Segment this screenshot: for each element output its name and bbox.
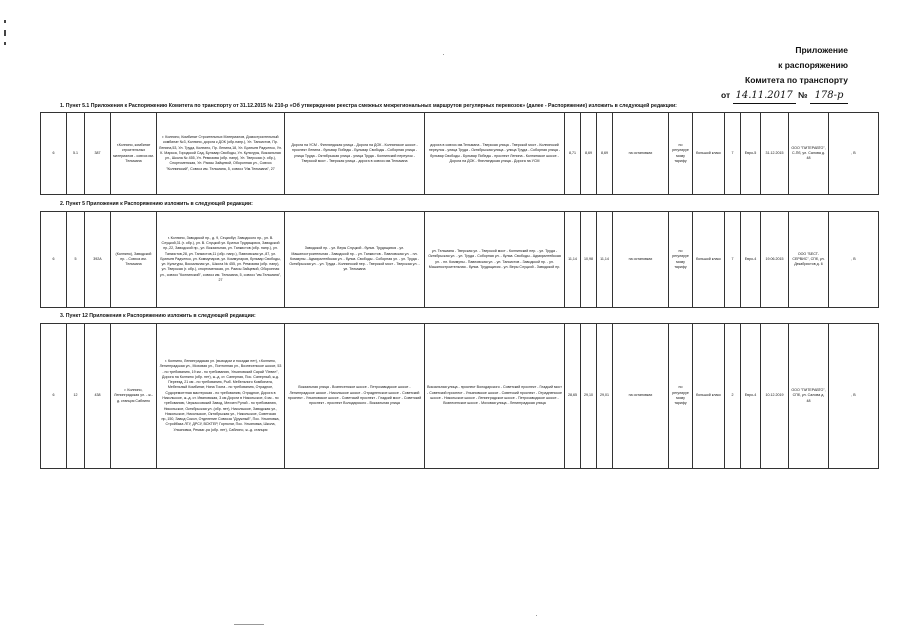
cell-tariff: по регулируемому тарифу <box>669 212 693 308</box>
cell-start-date: 10.12.2019 <box>761 324 789 469</box>
cell-length-forward: 8,71 <box>565 113 581 195</box>
cell-streets-forward: Дорога на УСМ - Финляндская улица - Дорога на ДОК - Колпинское шоссе - проспект Ленина - бульвар Победы - Бульвар Свободы - Соборная улица - улица Труда - Октябрьская улица - улица Труда - Колпинский переулок - Тверской мост - Тверская улица - дорога в совхоз им.Тельмана <box>285 113 425 195</box>
document-header <box>721 43 848 104</box>
cell-boarding-order: на остановках <box>613 212 669 308</box>
scan-speck <box>443 54 444 55</box>
cell-length-backward: 10,98 <box>581 212 597 308</box>
cell-streets-backward: дорога в совхоз им.Тельмана - Тверская улица - Тверской мост - Колпинский переулок - улица Труда - Октябрьская улица - улица Труда - Соборная улица - бульвар Свободы - Бульвар Победы - проспект Ленина - Колпинское шоссе - Дорога на ДОК - Финляндская улица - Дорога на УСМ <box>425 113 565 195</box>
cell-route-number: 438 <box>85 324 111 469</box>
cell-carrier: ООО "ПИТЕРАВТО", СПб, ул. Салова д. 48 <box>789 324 829 469</box>
cell-route-name: г.Колпино, комбинат строительных материалов - совхоз им. Тельмана <box>111 113 157 195</box>
cell-length-total: 11,14 <box>597 212 613 308</box>
header-appendix: Приложение <box>795 45 848 55</box>
cell-extra: , В <box>829 113 879 195</box>
cell-length-backward: 8,69 <box>581 113 597 195</box>
cell-streets-forward: Заводской пр. - ул. Веры Слуцкой - бульв. Трудящихся - ул. Машиностроительная - Заводской пр. - ул. Танкистов - Павловская ул. - пл. Коммуны - Адмиралтейская ул. - бульв. Свободы - Соборная ул. - ул. Труда - Октябрьская ул. - ул. Труда - Колпинский пер. - Тверской мост - Тверская ул. - ул. Тельмана <box>285 212 425 308</box>
cell-region-code: 6 <box>41 212 67 308</box>
scan-speck <box>234 624 264 625</box>
cell-length-total: 29,01 <box>597 324 613 469</box>
cell-index: 5.1 <box>67 113 85 195</box>
cell-vehicle-count: 7 <box>725 113 741 195</box>
cell-vehicle-class: большой класс <box>693 113 725 195</box>
cell-boarding-order: на остановках <box>613 113 669 195</box>
cell-length-forward: 11,14 <box>565 212 581 308</box>
cell-length-forward: 28,65 <box>565 324 581 469</box>
table-row <box>41 113 879 195</box>
handwritten-date: 14.11.2017 <box>733 88 796 104</box>
cell-tariff: по регулируемому тарифу <box>669 324 693 469</box>
section-3-table <box>40 323 879 469</box>
cell-eco-class: Евро-4 <box>741 324 761 469</box>
cell-stops: г. Колпино, Комбинат Строительных Материалов, Домостроительный комбинат №3, Колпино, дорога к ДОК (обр.напр.), Ул. Танкистов, Пр. Ленина,53, Ул. Труда, Колпино, Пр. Ленина,18, Ул. Братьев Радченко, Ул. К. Маркса, Городской Сад, Бульвар Свободы, Ул. Культуры, Вокзальная ул., Школа № 455, Ул. Ремизова (обр. напр), Ул. Тверская (г. обр.), Спортсменская, Ул. Раисы Зайцевой, Оборонная ул., Совхоз "Колпинский", Совхоз им. Тельмана, 5, совхоз "Им.Тельмана", 27 <box>157 113 285 195</box>
table-row <box>41 324 879 469</box>
header-date-line <box>721 88 848 104</box>
cell-streets-backward: Вокзальная улица - проспект Володарского - Советский проспект - Гладкий мост - Советский проспект - Ульяновское шоссе - Советский проспект - Отрадненское шоссе - Никольское шоссе - Ленинградское шоссе - Петрозаводское шоссе - Вознесенское шоссе - Моховая улица - Ленинградская улица <box>425 324 565 469</box>
section-1-title: 1. Пункт 5.1 Приложения к Распоряжению Комитета по транспорту от 31.12.2015 № 210-р «Об утверждении реестра смежных межрегиональных маршрутов регулярных перевозок» (далее - Распоряжение) изложить в следующей редакции: <box>60 103 677 109</box>
scan-edge-mark <box>4 30 6 36</box>
cell-vehicle-count: 7 <box>725 212 741 308</box>
cell-extra: , В <box>829 324 879 469</box>
cell-start-date: 31.12.2015 <box>761 113 789 195</box>
cell-length-backward: 29,10 <box>581 324 597 469</box>
cell-eco-class: Евро-4 <box>741 212 761 308</box>
handwritten-number: 178-р <box>810 88 848 104</box>
cell-vehicle-class: большой класс <box>693 212 725 308</box>
cell-region-code: 6 <box>41 113 67 195</box>
cell-stops: г. Колпино, Ленинградская ул. (выходом и посадки нет), г.Колпино, Ленинградская ул., Моховая ул., Понтонная ул., Вознесенское шоссе, 53 - по требованию, 19 км - по требованию, Ульяновский Сарай "Левел", Дорога на Колпино (обр. нет), ж.-д. ст. Саперная, Пос. Саперный, ж.д. Переезд, 21 км - по требованию, Рыб. Мебельного Комбината, Мебельный Комбинат, Нина Тосна - по требованию, Отрадное, Судоремонтная мастерская - по требованию, Отрадное, Дорога в Никольское, ж.-д. ст. Ивановская, 3 км Дороги в Никольское, 6 км - по требованию, Черкассовский Завод, Мехзен Рулсй - по требованию, Никольское, Октябрьская ул. (обр. нет), Никольское, Заводская ул., Никольское, Никольское, Октябрьская ул., Никольское, Советская пр.,150, Завод Сокол, Отделение Совхоза "Дружный", Пос. Ульяновка, Стройбаза ЛГУ, ДРСУ, ВОХТЕР, Горнолаг, Пос. Ульяновка, Школа, Ульяновка, Ремзаг-ра (обр. нет), Саблино, ж.-д. станция <box>157 324 285 469</box>
table-row <box>41 212 879 308</box>
cell-tariff: по регулируемому тарифу <box>669 113 693 195</box>
cell-region-code: 6 <box>41 324 67 469</box>
cell-carrier: ООО "БЕСТ-СЕРВИС", СПб, ул. Декабристов д. 6 <box>789 212 829 308</box>
cell-streets-backward: ул. Тельмана - Тверская ул. - Тверской мост - Колпинский пер. - ул. Труда - Октябрьская ул. - ул. Труда - Соборная ул. - бульв. Свободы - Адмиралтейская ул. - пл. Коммуны - Павловская ул. - ул. Танкистов - Заводской пр. - ул. Машиностроительная - бульв. Трудящихся - ул. Веры Слуцкой - Заводской пр. <box>425 212 565 308</box>
cell-index: 12 <box>67 324 85 469</box>
cell-extra: , В <box>829 212 879 308</box>
header-to-order: к распоряжению <box>778 60 848 70</box>
cell-index: 5 <box>67 212 85 308</box>
scan-edge-mark <box>4 20 6 23</box>
section-1-table <box>40 112 879 195</box>
cell-length-total: 8,69 <box>597 113 613 195</box>
number-label: № <box>798 90 808 100</box>
section-2-table <box>40 211 879 308</box>
cell-eco-class: Евро-5 <box>741 113 761 195</box>
section-2-title: 2. Пункт 5 Приложения к Распоряжению изложить в следующей редакции: <box>60 201 253 207</box>
cell-route-number: 392А <box>85 212 111 308</box>
section-3-title: 3. Пункт 12 Приложения к Распоряжению изложить в следующей редакции: <box>60 313 256 319</box>
cell-streets-forward: Вокзальная улица - Вознесенское шоссе - Петрозаводское шоссе - Ленинградское шоссе - Никольское шоссе - Отрадненское шоссе - Советский проспект - Ульяновское шоссе - Советский проспект - Гладкий мост - Советский проспект - проспект Володарского - Вокзальная улица <box>285 324 425 469</box>
cell-vehicle-class: большой класс <box>693 324 725 469</box>
header-committee: Комитета по транспорту <box>745 75 848 85</box>
scan-edge-mark <box>4 42 6 45</box>
scan-speck <box>536 615 537 616</box>
cell-route-number: 387 <box>85 113 111 195</box>
cell-route-name: г. Колпино, Ленинградская ул. - ж.-д. станция Саблино <box>111 324 157 469</box>
cell-carrier: ООО "ПИТЕРАВТО", С-Пб, ул. Салова д. 48 <box>789 113 829 195</box>
cell-boarding-order: на остановках <box>613 324 669 469</box>
cell-stops: г. Колпино, Заводской пр., д. 9, Сециобуг, Заводского пр., ул. В. Слуцкой,31 (г. обр.), ул. В. Слуцкой ул. Братья Трудящихся, Заводской пр.,22, Заводской пр., ул. Вокзальная, ул. Танкистов (обр. напр.), ул. Танкистов,28, ул. Танкистов,11 (обр. напр.), Павловская ул.,87, ул. Братьев Радченко, ул. Коммунаров, ул. Коммунаров, бульвар Свободы, ул. Культуры, Вокзальная ул., Школа № 455, ул. Ремизова (обр. напр), ул. Тверская (г. обр.), спортсменская, ул. Раисы Зайцевой, Оборонная ул., совхоз "Колпинский", совхоз им. Тельмана, 5, совхоз "им.Тельмана", 27 <box>157 212 285 308</box>
cell-vehicle-count: 2 <box>725 324 741 469</box>
cell-start-date: 19.06.2015 <box>761 212 789 308</box>
from-label: от <box>720 90 731 100</box>
cell-route-name: (Колпино), Заводской пр. - Совхоз им. Тельмана <box>111 212 157 308</box>
